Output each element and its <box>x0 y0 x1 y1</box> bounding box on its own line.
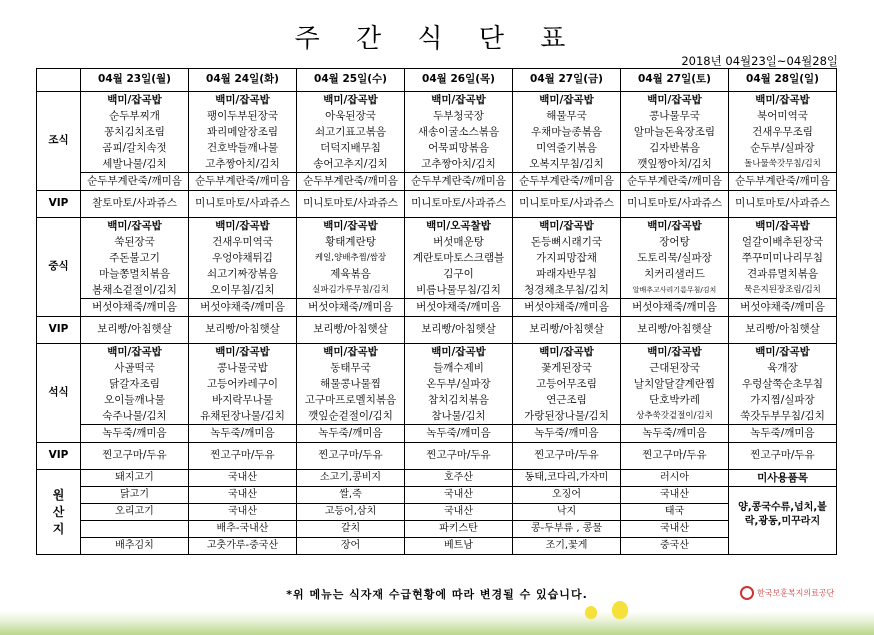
origin-item: 국내산 <box>189 504 296 521</box>
menu-item: 쑥갓두부무침/김치 <box>740 410 825 422</box>
menu-item: 백미/잡곡밥 <box>107 94 162 106</box>
menu-item: 날치알달걀계란찜 <box>633 378 716 390</box>
menu-item: 묵은지된장조림/김치 <box>744 285 821 295</box>
menu-item: 백미/잡곡밥 <box>323 94 378 106</box>
vip-cell: 찐고구마/두유 <box>513 443 621 470</box>
origin-label <box>37 470 81 555</box>
menu-item: 쇠고기표고볶음 <box>314 126 386 138</box>
menu-item: 파래자반무침 <box>536 268 597 280</box>
menu-item: 백미/잡곡밥 <box>539 94 594 106</box>
porridge-cell: 버섯야채죽/깨미음 <box>189 299 297 317</box>
menu-item: 새송이굴소스볶음 <box>417 126 500 138</box>
menu-item: 고추짱아치/김치 <box>205 158 280 170</box>
menu-item: 버섯매운탕 <box>433 236 484 248</box>
menu-item: 쭈꾸미미나리무침 <box>741 252 824 264</box>
origin-item: 호주산 <box>405 470 512 487</box>
menu-item: 두부청국장 <box>433 110 484 122</box>
menu-item: 깻잎순겉절이/김치 <box>308 410 393 422</box>
origin-item: 국내산 <box>621 487 728 504</box>
menu-item: 제육볶음 <box>330 268 371 280</box>
menu-item: 가지찜/실파장 <box>750 394 815 406</box>
vip-cell: 미니토마토/사과쥬스 <box>621 191 729 218</box>
origin-item: 소고기,콩비지 <box>297 470 404 487</box>
vip-row <box>37 443 837 470</box>
menu-item: 백미/잡곡밥 <box>647 346 702 358</box>
vip-row <box>37 191 837 218</box>
allergy-cell <box>729 470 837 555</box>
menu-cell <box>405 92 513 173</box>
origin-item: 배추-국내산 <box>189 521 296 538</box>
meal-label: 조식 <box>37 92 81 191</box>
menu-item: 백미/오곡찰밥 <box>426 220 491 232</box>
origin-item: 국내산 <box>621 521 728 538</box>
vip-cell: 미니토마토/사과쥬스 <box>729 191 837 218</box>
vip-cell: 찐고구마/두유 <box>189 443 297 470</box>
origin-item: 고등어,삼치 <box>297 504 404 521</box>
menu-item: 도토리묵/실파장 <box>637 252 712 264</box>
menu-cell <box>621 218 729 299</box>
date-range: 2018년 04월23일~04월28일 <box>681 54 838 68</box>
menu-item: 팽이두부된장국 <box>206 110 278 122</box>
day-header: 04월 28일(일) <box>729 69 837 92</box>
origin-label-char: 원 <box>52 487 65 502</box>
menu-item: 연근조림 <box>546 394 587 406</box>
menu-item: 백미/잡곡밥 <box>431 94 486 106</box>
menu-item: 근대된장국 <box>649 362 700 374</box>
menu-item: 순두부/실파장 <box>750 142 815 154</box>
menu-item: 알마늘돈육장조림 <box>633 126 716 138</box>
menu-item: 계란토마토스크램블 <box>412 252 505 264</box>
menu-item: 실파김가루무침/김치 <box>312 285 389 295</box>
porridge-cell: 버섯야채죽/깨미음 <box>621 299 729 317</box>
menu-item: 케일,양배추찜/쌈장 <box>314 253 387 263</box>
vip-row <box>37 317 837 344</box>
vip-cell: 보리빵/아침햇살 <box>297 317 405 344</box>
porridge-cell: 순두부계란죽/깨미음 <box>513 173 621 191</box>
menu-item: 단호박카레 <box>649 394 700 406</box>
meal-row <box>37 218 837 299</box>
menu-cell <box>405 344 513 425</box>
day-header-row <box>37 69 837 92</box>
origin-item: 콩-두부류 , 콩물 <box>513 521 620 538</box>
menu-cell <box>405 218 513 299</box>
menu-cell <box>81 344 189 425</box>
menu-item: 우렁살쭉순초무침 <box>741 378 824 390</box>
menu-cell <box>81 218 189 299</box>
menu-item: 건새우미역국 <box>212 236 273 248</box>
origin-item: 태국 <box>621 504 728 521</box>
menu-cell <box>729 92 837 173</box>
day-header: 04월 24일(화) <box>189 69 297 92</box>
menu-item: 더덕지배무침 <box>320 142 381 154</box>
porridge-cell: 녹두죽/깨미음 <box>189 425 297 443</box>
menu-item: 백미/잡곡밥 <box>323 220 378 232</box>
vip-cell: 찐고구마/두유 <box>729 443 837 470</box>
menu-item: 쑥된장국 <box>114 236 155 248</box>
menu-item: 돌나물쑥갓무침/김치 <box>744 159 821 169</box>
meal-label: 석식 <box>37 344 81 443</box>
menu-item: 백미/잡곡밥 <box>755 346 810 358</box>
menu-item: 북어미역국 <box>757 110 808 122</box>
vip-label: VIP <box>37 191 81 218</box>
menu-item: 유채된장나물/김치 <box>200 410 285 422</box>
menu-item: 장어탕 <box>659 236 690 248</box>
chick-icon <box>612 601 628 619</box>
menu-item: 어묵피망볶음 <box>428 142 489 154</box>
corner-cell <box>37 69 81 92</box>
menu-item: 동태무국 <box>330 362 371 374</box>
menu-item: 바지락무나물 <box>212 394 273 406</box>
origin-cell <box>621 470 729 555</box>
vip-cell: 보리빵/아침햇살 <box>513 317 621 344</box>
meal-row <box>37 92 837 173</box>
porridge-row <box>37 425 837 443</box>
vip-cell: 미니토마토/사과쥬스 <box>513 191 621 218</box>
menu-cell <box>513 92 621 173</box>
menu-item: 육개장 <box>767 362 798 374</box>
porridge-cell: 녹두죽/깨미음 <box>729 425 837 443</box>
day-header: 04월 27일(토) <box>621 69 729 92</box>
menu-item: 백미/잡곡밥 <box>755 220 810 232</box>
origin-item: 고춧가루-중국산 <box>206 540 279 551</box>
origin-item: 국내산 <box>405 504 512 521</box>
vip-label: VIP <box>37 443 81 470</box>
origin-item: 오징어 <box>513 487 620 504</box>
menu-item: 돈등뼈시래기국 <box>530 236 602 248</box>
menu-item: 미역줄기볶음 <box>536 142 597 154</box>
menu-cell <box>513 218 621 299</box>
origin-cell <box>189 470 297 555</box>
menu-item: 오이들깨나물 <box>104 394 165 406</box>
origin-row <box>37 470 837 555</box>
origin-item: 조기,꽃게 <box>545 540 588 551</box>
menu-cell <box>297 218 405 299</box>
menu-cell <box>729 344 837 425</box>
menu-cell <box>621 92 729 173</box>
vip-cell: 미니토마토/사과쥬스 <box>297 191 405 218</box>
menu-cell <box>513 344 621 425</box>
menu-item: 들깨수제비 <box>433 362 484 374</box>
menu-item: 오복지무침/김치 <box>529 158 604 170</box>
menu-item: 해물무국 <box>546 110 587 122</box>
menu-item: 봄채소겉절이/김치 <box>92 284 177 296</box>
logo-icon <box>740 586 754 600</box>
menu-item: 백미/잡곡밥 <box>647 220 702 232</box>
menu-item: 해물콩나물찜 <box>320 378 381 390</box>
menu-item: 백미/잡곡밥 <box>431 346 486 358</box>
vip-cell: 찐고구마/두유 <box>405 443 513 470</box>
origin-item: 장어 <box>340 540 361 551</box>
porridge-cell: 순두부계란죽/깨미음 <box>81 173 189 191</box>
menu-item: 가지피망잡채 <box>536 252 597 264</box>
menu-item: 참치김치볶음 <box>428 394 489 406</box>
vip-cell: 보리빵/아침햇살 <box>81 317 189 344</box>
vip-label: VIP <box>37 317 81 344</box>
meal-label: 중식 <box>37 218 81 317</box>
origin-item: 닭고기 <box>81 487 188 504</box>
menu-item: 깻잎짱아치/김치 <box>637 158 712 170</box>
menu-cell <box>81 92 189 173</box>
menu-item: 건새우무조림 <box>752 126 813 138</box>
menu-item: 순두부찌개 <box>109 110 160 122</box>
origin-cell <box>405 470 513 555</box>
menu-cell <box>189 218 297 299</box>
menu-item: 백미/잡곡밥 <box>323 346 378 358</box>
origin-item: 배추김치 <box>115 540 154 551</box>
menu-item: 숙주나물/김치 <box>102 410 167 422</box>
origin-label-char: 산 <box>52 504 65 519</box>
menu-item: 김자반볶음 <box>649 142 700 154</box>
porridge-cell: 버섯야채죽/깨미음 <box>729 299 837 317</box>
porridge-cell: 순두부계란죽/깨미음 <box>297 173 405 191</box>
origin-item: 러시아 <box>621 470 728 487</box>
logo-text: 한국보훈복지의료공단 <box>757 588 835 598</box>
menu-item: 닭갈자조림 <box>109 378 160 390</box>
porridge-cell: 녹두죽/깨미음 <box>513 425 621 443</box>
menu-item: 온두부/실파장 <box>426 378 491 390</box>
menu-item: 황태계란탕 <box>325 236 376 248</box>
origin-item: 파키스탄 <box>405 521 512 538</box>
menu-item: 백미/잡곡밥 <box>107 220 162 232</box>
menu-item: 백미/잡곡밥 <box>107 346 162 358</box>
menu-item: 얼갈이배추된장국 <box>741 236 824 248</box>
menu-cell <box>729 218 837 299</box>
menu-item: 쇠고기짜장볶음 <box>206 268 278 280</box>
menu-item: 꽈리메알장조림 <box>206 126 278 138</box>
vip-cell: 찰토마토/사과쥬스 <box>81 191 189 218</box>
porridge-cell: 녹두죽/깨미음 <box>297 425 405 443</box>
menu-item: 백미/잡곡밥 <box>647 94 702 106</box>
origin-item <box>81 521 188 538</box>
origin-item: 중국산 <box>660 540 689 551</box>
origin-item: 오리고기 <box>81 504 188 521</box>
menu-item: 꽁치김치조림 <box>104 126 165 138</box>
menu-item: 백미/잡곡밥 <box>215 220 270 232</box>
origin-item: 낙지 <box>513 504 620 521</box>
vip-cell: 보리빵/아침햇살 <box>405 317 513 344</box>
origin-cell <box>513 470 621 555</box>
hospital-logo <box>740 586 834 600</box>
menu-item: 주돈불고기 <box>109 252 160 264</box>
menu-item: 우엉야채튀김 <box>212 252 273 264</box>
porridge-cell: 순두부계란죽/깨미음 <box>729 173 837 191</box>
day-header: 04월 25일(수) <box>297 69 405 92</box>
day-header: 04월 23일(월) <box>81 69 189 92</box>
menu-item: 건호박들깨나물 <box>206 142 278 154</box>
menu-item: 백미/잡곡밥 <box>215 346 270 358</box>
vip-cell: 찐고구마/두유 <box>81 443 189 470</box>
porridge-cell: 순두부계란죽/깨미음 <box>189 173 297 191</box>
origin-item: 국내산 <box>189 487 296 504</box>
origin-item: 베트남 <box>444 540 473 551</box>
menu-item: 고추짱아치/김치 <box>421 158 496 170</box>
menu-item: 가랑된장나물/김치 <box>524 410 609 422</box>
vip-cell: 보리빵/아침햇살 <box>729 317 837 344</box>
menu-item: 백미/잡곡밥 <box>755 94 810 106</box>
menu-item: 고등어카레구이 <box>206 378 278 390</box>
origin-item: 쌀,죽 <box>297 487 404 504</box>
allergy-title: 미사용품목 <box>729 470 836 487</box>
origin-item: 갈치 <box>297 521 404 538</box>
vip-cell: 보리빵/아침햇살 <box>189 317 297 344</box>
porridge-cell: 버섯야채죽/깨미음 <box>405 299 513 317</box>
menu-item: 고등어무조림 <box>536 378 597 390</box>
porridge-cell: 버섯야채죽/깨미음 <box>513 299 621 317</box>
menu-change-notice: *위 메뉴는 식자재 수급현황에 따라 변경될 수 있습니다. <box>286 588 588 601</box>
menu-item: 백미/잡곡밥 <box>539 220 594 232</box>
grass-decoration <box>0 611 874 635</box>
vip-cell: 보리빵/아침햇살 <box>621 317 729 344</box>
menu-item: 사골떡국 <box>114 362 155 374</box>
day-header: 04월 27일(금) <box>513 69 621 92</box>
porridge-row <box>37 299 837 317</box>
menu-item: 치커리샐러드 <box>644 268 705 280</box>
origin-item: 동태,코다리,가자미 <box>513 470 620 487</box>
menu-item: 우채마늘종볶음 <box>530 126 602 138</box>
menu-item: 아욱된장국 <box>325 110 376 122</box>
meal-row <box>37 344 837 425</box>
weekly-menu-table <box>36 68 837 555</box>
origin-cell <box>297 470 405 555</box>
menu-item: 세발나물/김치 <box>102 158 167 170</box>
menu-item: 비름나물무침/김치 <box>416 284 501 296</box>
menu-item: 상추쑥갓겉절이/김치 <box>636 411 713 421</box>
vip-cell: 미니토마토/사과쥬스 <box>405 191 513 218</box>
menu-item: 알배추고사리기름무침/김치 <box>632 286 717 294</box>
origin-label-char: 지 <box>52 521 65 536</box>
menu-cell <box>189 92 297 173</box>
porridge-row <box>37 173 837 191</box>
menu-item: 오이무침/김치 <box>210 284 275 296</box>
vip-cell: 찐고구마/두유 <box>621 443 729 470</box>
menu-item: 송어고추지/김치 <box>313 158 388 170</box>
porridge-cell: 버섯야채죽/깨미음 <box>81 299 189 317</box>
menu-cell <box>621 344 729 425</box>
menu-item: 고구마프로멜치볶음 <box>304 394 397 406</box>
day-header: 04월 26일(목) <box>405 69 513 92</box>
menu-item: 참나물/김치 <box>431 410 486 422</box>
menu-item: 콩나물국밥 <box>217 362 268 374</box>
porridge-cell: 버섯야채죽/깨미음 <box>297 299 405 317</box>
menu-item: 백미/잡곡밥 <box>215 94 270 106</box>
menu-cell <box>189 344 297 425</box>
origin-cell <box>81 470 189 555</box>
porridge-cell: 순두부계란죽/깨미음 <box>621 173 729 191</box>
menu-item: 백미/잡곡밥 <box>539 346 594 358</box>
menu-item: 꽃게된장국 <box>541 362 592 374</box>
origin-item: 돼지고기 <box>81 470 188 487</box>
porridge-cell: 녹두죽/깨미음 <box>621 425 729 443</box>
page-title: 주 간 식 단 표 <box>294 24 580 54</box>
porridge-cell: 녹두죽/깨미음 <box>405 425 513 443</box>
porridge-cell: 순두부계란죽/깨미음 <box>405 173 513 191</box>
chick-icon <box>585 606 597 619</box>
porridge-cell: 녹두죽/깨미음 <box>81 425 189 443</box>
menu-cell <box>297 92 405 173</box>
menu-cell <box>297 344 405 425</box>
menu-item: 콩나물무국 <box>649 110 700 122</box>
allergy-text: 양,콩국수류,넙치,볼락,광동,미꾸라지 <box>738 502 827 527</box>
menu-item: 곰피/갈치속젓 <box>102 142 167 154</box>
vip-cell: 찐고구마/두유 <box>297 443 405 470</box>
vip-cell: 미니토마토/사과쥬스 <box>189 191 297 218</box>
origin-item: 국내산 <box>405 487 512 504</box>
origin-item: 국내산 <box>189 470 296 487</box>
menu-item: 마늘쫑멸치볶음 <box>98 268 170 280</box>
menu-item: 청경채초무침/김치 <box>524 284 609 296</box>
menu-item: 김구이 <box>443 268 474 280</box>
menu-item: 견과류멸치볶음 <box>746 268 818 280</box>
